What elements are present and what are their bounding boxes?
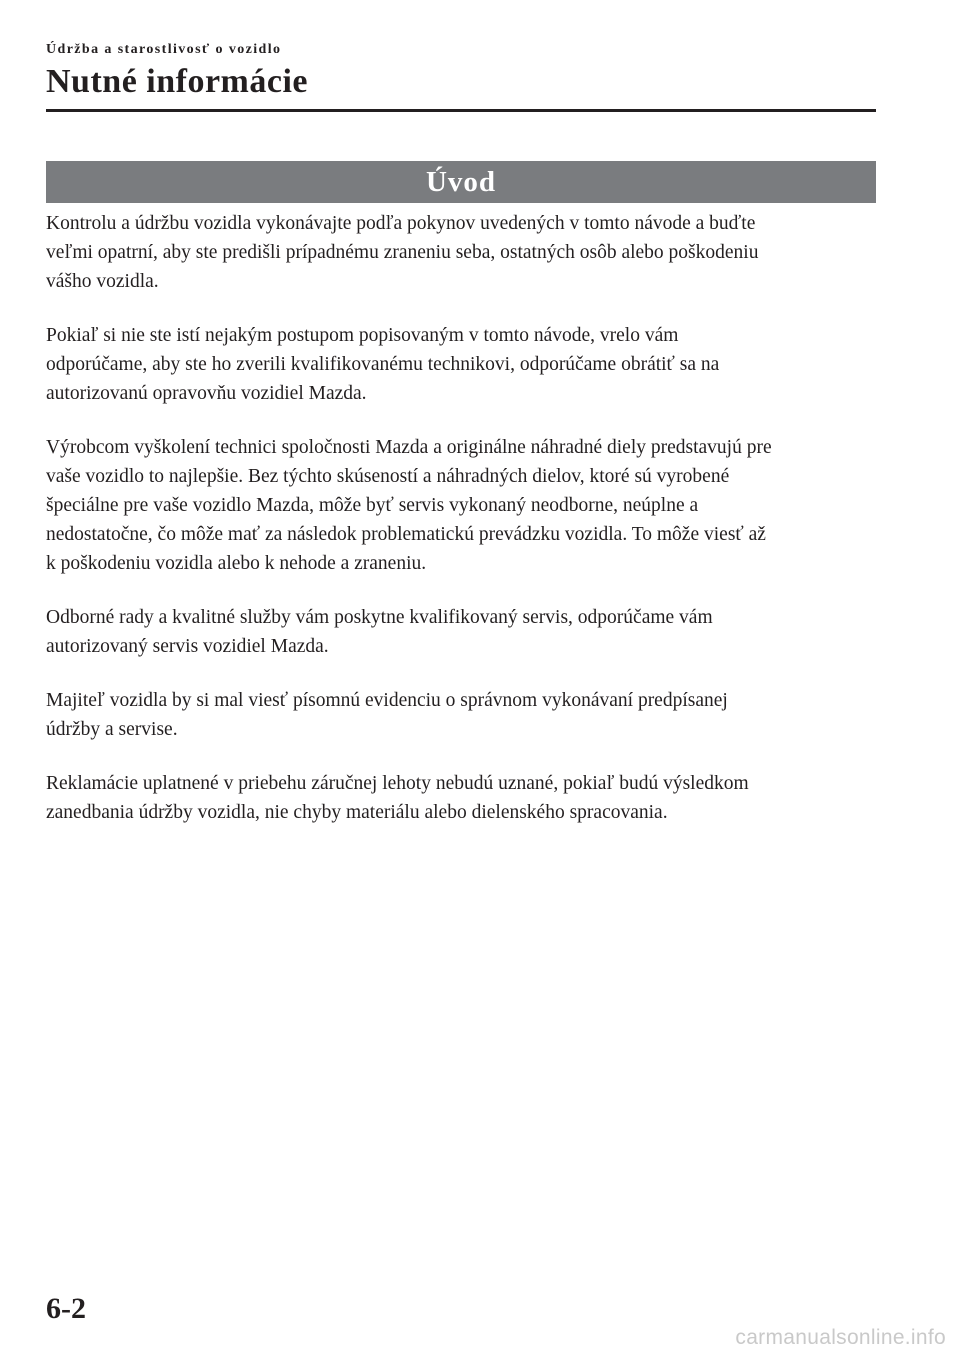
text-line: Pokiaľ si nie ste istí nejakým postupom popisovaným v tomto návode, vrelo vám [46,325,679,346]
paragraph [46,321,896,408]
paragraph [46,433,896,578]
title-divider [46,109,876,112]
text-line: odporúčame, aby ste ho zverili kvalifikovanému technikovi, odporúčame obrátiť sa na [46,354,720,375]
text-line: veľmi opatrní, aby ste predišli prípadnému zraneniu seba, ostatných osôb alebo poškodeniu [46,242,759,263]
text-line: údržby a servise. [46,719,178,740]
page-number: 6-2 [46,1292,86,1325]
text-line: vášho vozidla. [46,271,159,292]
text-line: autorizovanú opravovňu vozidiel Mazda. [46,383,367,404]
text-line: autorizovaný servis vozidiel Mazda. [46,636,329,657]
body-text [46,209,896,852]
text-line: Majiteľ vozidla by si mal viesť písomnú evidenciu o správnom vykonávaní predpísanej [46,690,728,711]
paragraph [46,686,896,744]
text-line: k poškodeniu vozidla alebo k nehode a zraneniu. [46,553,427,574]
paragraph [46,769,896,827]
text-line: Výrobcom vyškolení technici spoločnosti Mazda a originálne náhradné diely predstavujú pre [46,437,772,458]
watermark: carmanualsonline.info [735,1326,946,1349]
text-line: nedostatočne, čo môže mať za následok problematickú prevádzku vozidla. To môže viesť až [46,524,766,545]
text-line: Kontrolu a údržbu vozidla vykonávajte podľa pokynov uvedených v tomto návode a buďte [46,213,756,234]
text-line: zanedbania údržby vozidla, nie chyby materiálu alebo dielenského spracovania. [46,802,668,823]
paragraph [46,209,896,296]
text-line: Odborné rady a kvalitné služby vám poskytne kvalifikovaný servis, odporúčame vám [46,607,713,628]
chapter-heading: Údržba a starostlivosť o vozidlo [46,42,282,57]
text-line: špeciálne pre vaše vozidlo Mazda, môže byť servis vykonaný neodborne, neúplne a [46,495,699,516]
text-line: vaše vozidlo to najlepšie. Bez týchto skúseností a náhradných dielov, ktoré sú vyrobené [46,466,730,487]
section-banner [46,161,876,203]
paragraph [46,603,896,661]
page-title: Nutné informácie [46,63,309,100]
section-title: Úvod [425,165,497,198]
text-line: Reklamácie uplatnené v priebehu záručnej lehoty nebudú uznané, pokiaľ budú výsledkom [46,773,749,794]
